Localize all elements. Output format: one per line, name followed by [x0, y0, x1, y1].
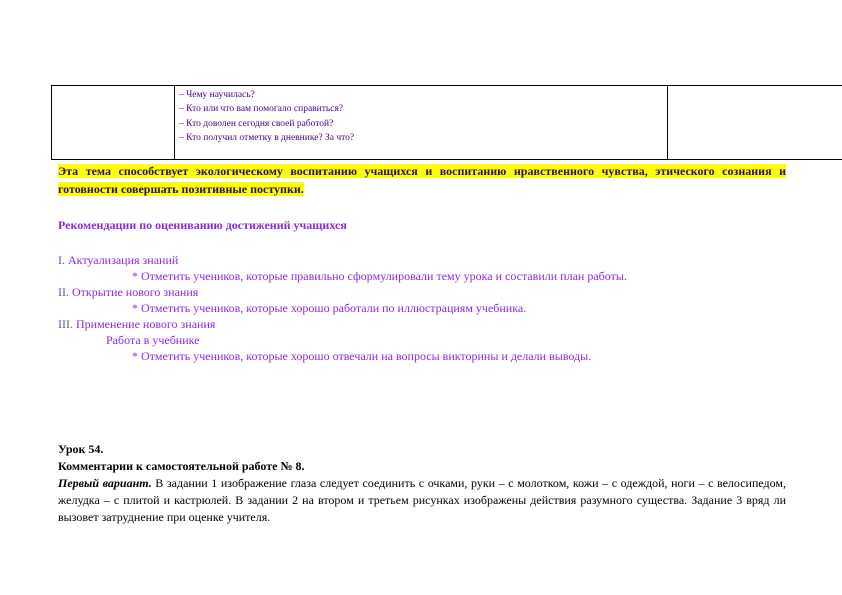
assessment-stages [58, 252, 798, 364]
variant-paragraph [58, 475, 786, 526]
highlighted-paragraph [58, 162, 786, 198]
table-row [52, 86, 842, 160]
stage-2-roman: II [58, 285, 66, 299]
stage-2-note: * Отметить учеников, которые хорошо работали по иллюстрациям учебника. [132, 301, 527, 315]
table-cell-empty-right [668, 86, 842, 160]
stage-2-title: . Открытие нового знания [66, 285, 199, 299]
list-item: – Кто доволен сегодня своей работой? [179, 118, 334, 129]
variant-label: Первый вариант. [58, 476, 152, 490]
variant-text: В задании 1 изображение глаза следует соединить с очками, руки – с молотком, кожи – с одеждой, ноги – с велосипедом, желудка – с плитой и кастрюлей. В задании 2 на втором и третьем рисунках изображены действия разумного существа. Задание 3 вряд ли вызовет затруднение при оценке учителя. [58, 476, 787, 524]
comment-title: Комментарии к самостоятельной работе № 8. [58, 459, 305, 473]
stage-3-note: * Отметить учеников, которые хорошо отвечали на вопросы викторины и делали выводы. [132, 349, 592, 363]
stage-1-title: . Актуализация знаний [62, 253, 179, 267]
stage-1-roman: I [58, 253, 62, 267]
table-cell-empty-left [52, 86, 175, 160]
stage-1-heading [58, 252, 798, 268]
stage-3-roman: III [58, 317, 70, 331]
lesson-table [51, 85, 842, 160]
list-item: – Чему научилась? [179, 90, 255, 100]
stage-3-sub: Работа в учебнике [106, 333, 200, 347]
stage-3-title: . Применение нового знания [70, 317, 216, 331]
lesson-section [58, 441, 786, 526]
list-item: – Кто получил отметку в дневнике? За что? [179, 132, 355, 143]
highlighted-text: Эта тема способствует экологическому воспитанию учащихся и воспитанию нравственного чувства, этического сознания и готовности совершать позитивные поступки. [58, 164, 786, 196]
stage-3-heading [58, 316, 798, 332]
recommendations-title: Рекомендации по оцениванию достижений учащихся [58, 218, 347, 232]
stage-1-note: * Отметить учеников, которые правильно сформулировали тему урока и составили план работы. [132, 269, 627, 283]
stage-2-heading [58, 284, 798, 300]
lesson-number: Урок 54. [58, 442, 104, 456]
reflection-questions-list [179, 88, 663, 145]
table-cell-questions [175, 86, 668, 160]
list-item: – Кто или что вам помогало справиться? [179, 104, 344, 115]
